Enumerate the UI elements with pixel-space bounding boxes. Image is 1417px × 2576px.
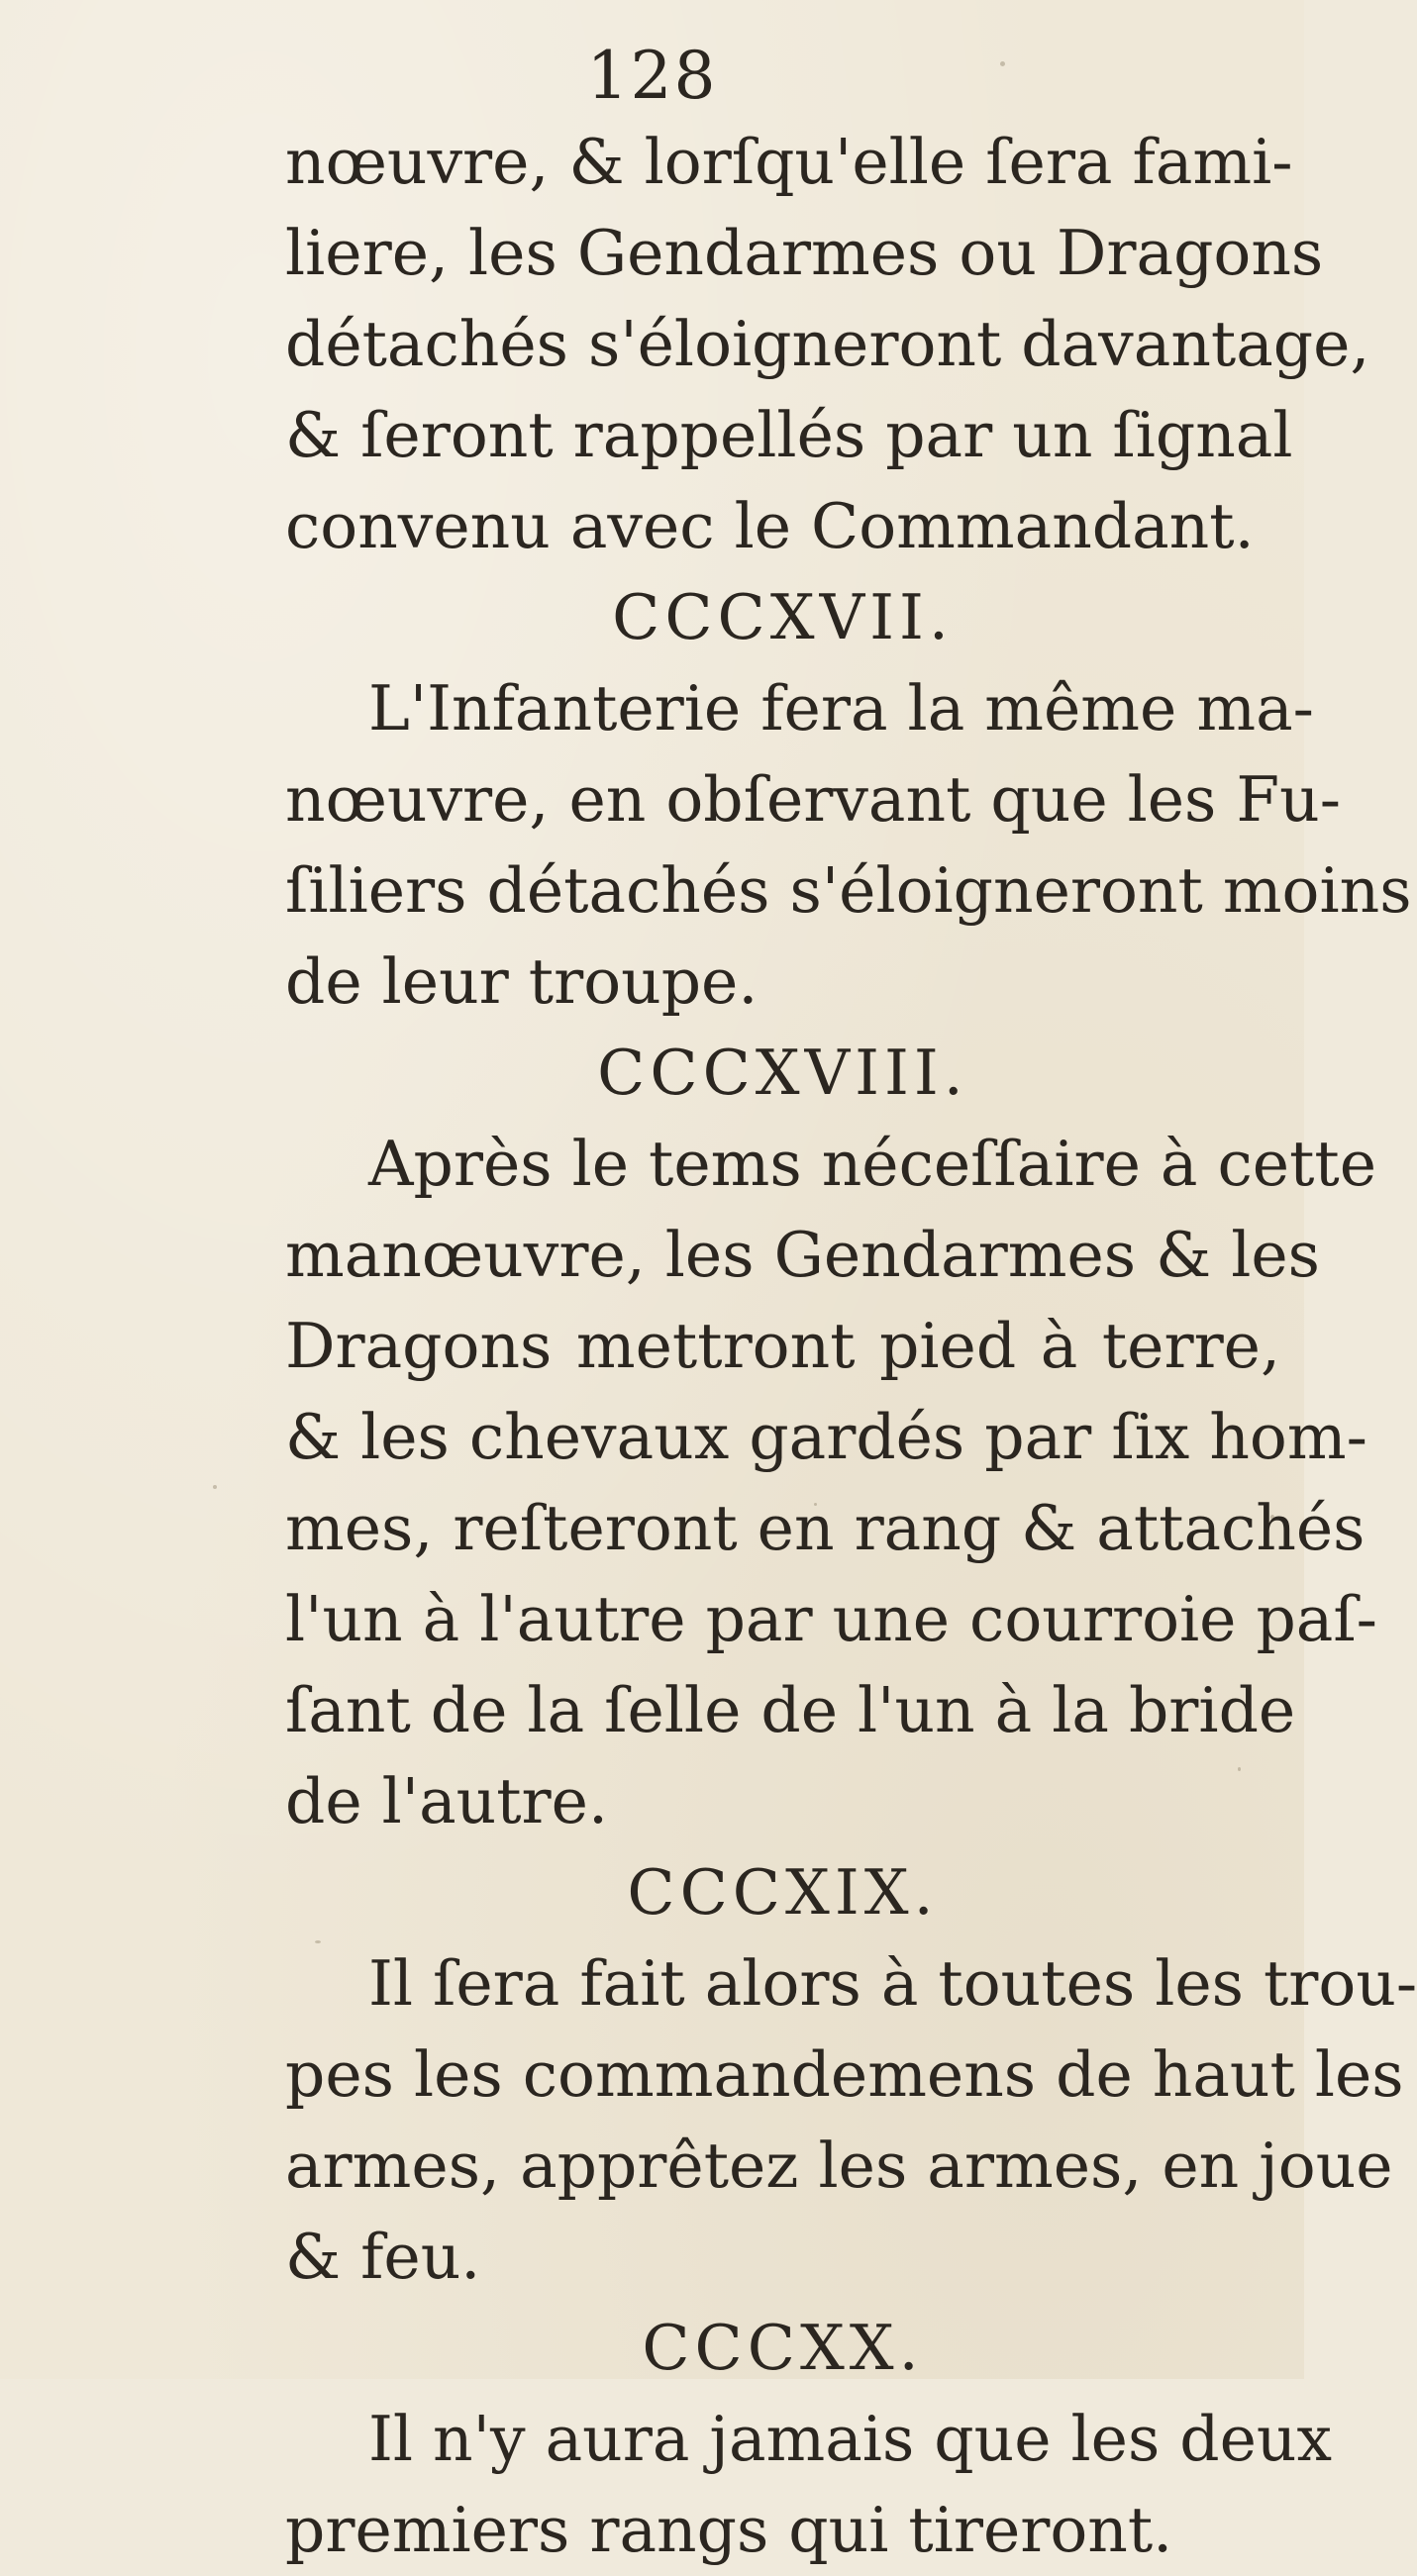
text-line: Il ſera fait alors à toutes les trou- [368, 1947, 1417, 2020]
text-line: Dragons mettront pied à terre, [285, 1310, 1280, 1382]
article-heading: CCCXVII. [612, 581, 954, 653]
text-line: manœuvre, les Gendarmes & les [285, 1219, 1321, 1291]
text-line: & feu. [285, 2221, 481, 2293]
text-line: pes les commandemens de haut les [285, 2038, 1404, 2111]
article-heading: CCCXIX. [627, 1856, 939, 1929]
text-line: premiers rangs qui tireront. [285, 2494, 1173, 2566]
text-line: & ſeront rappellés par un ſignal [285, 399, 1293, 471]
text-line: de l'autre. [285, 1765, 608, 1837]
article-heading: CCCXVIII. [597, 1037, 968, 1109]
text-line: liere, les Gendarmes ou Dragons [285, 217, 1324, 289]
text-line: Après le tems néceſſaire à cette [368, 1128, 1376, 1200]
article-heading: CCCXX. [642, 2312, 924, 2384]
text-line: de leur troupe. [285, 945, 759, 1018]
text-line: détachés s'éloigneront davantage, [285, 308, 1370, 380]
text-line: armes, apprêtez les armes, en joue [285, 2130, 1393, 2202]
page-text [285, 117, 1417, 2576]
text-line: mes, reſteront en rang & attachés [285, 1492, 1366, 1564]
text-line: nœuvre, & lorſqu'elle ſera fami- [285, 126, 1293, 198]
paper-speck [213, 1485, 217, 1489]
text-line: L'Infanterie fera la même ma- [368, 672, 1314, 744]
text-line: ſant de la ſelle de l'un à la bride [285, 1674, 1296, 1746]
text-line: nœuvre, en obſervant que les Fu- [285, 763, 1341, 836]
text-line: convenu avec le Commandant. [285, 490, 1255, 562]
text-line: & les chevaux gardés par ſix hom- [285, 1401, 1367, 1473]
page-number: 128 [586, 38, 718, 114]
text-line: ſiliers détachés s'éloigneront moins [285, 854, 1412, 927]
text-line: l'un à l'autre par une courroie paſ- [285, 1583, 1377, 1655]
text-line: Il n'y aura jamais que les deux [368, 2403, 1333, 2475]
